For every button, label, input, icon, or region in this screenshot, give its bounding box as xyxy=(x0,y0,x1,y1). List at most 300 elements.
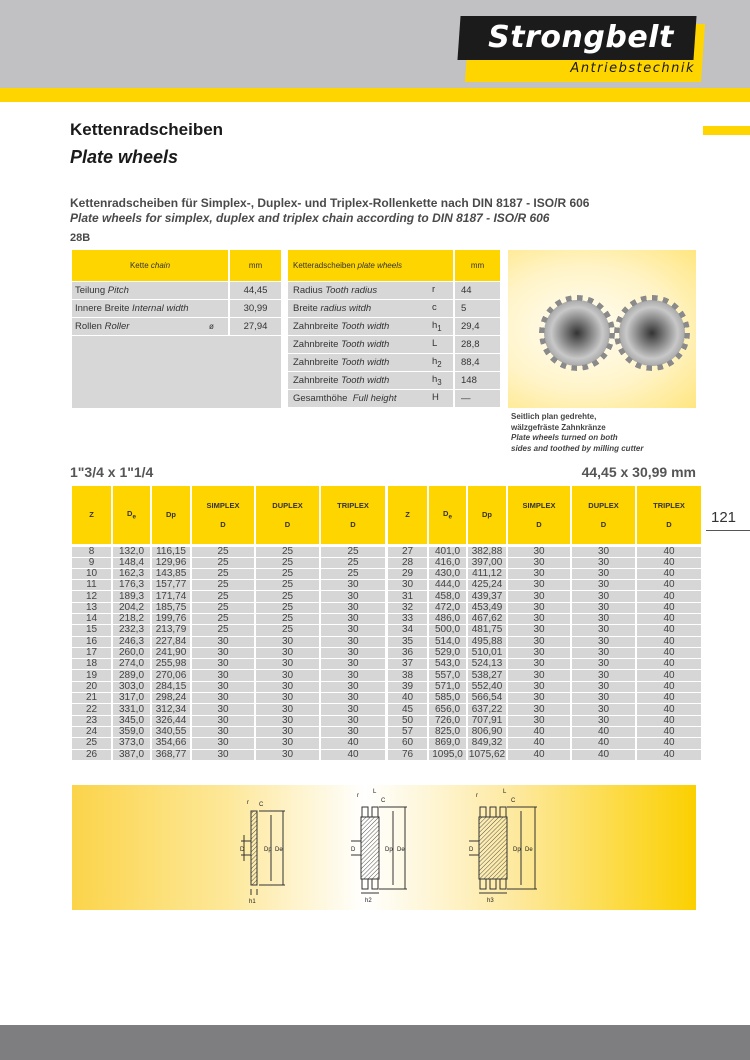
cell-simplex-d: 30 xyxy=(507,647,571,658)
cell-triplex-d: 40 xyxy=(636,738,701,749)
table-row xyxy=(388,625,701,636)
cell-simplex-d: 30 xyxy=(507,659,571,670)
cell-de: 274,0 xyxy=(112,659,151,670)
svg-text:De: De xyxy=(275,847,283,853)
cell-de: 387,0 xyxy=(112,749,151,760)
cell-simplex-d: 25 xyxy=(191,568,255,579)
svg-text:h1: h1 xyxy=(249,899,256,905)
dimensions-table-left xyxy=(72,486,385,760)
cell-dp: 143,85 xyxy=(151,568,191,579)
cell-simplex-d: 30 xyxy=(507,693,571,704)
cell-z: 33 xyxy=(388,613,428,624)
cell-duplex-d: 25 xyxy=(255,557,320,568)
cell-dp: 397,00 xyxy=(467,557,507,568)
cell-duplex-d: 30 xyxy=(255,647,320,658)
cell-de: 486,0 xyxy=(428,613,467,624)
cell-duplex-d: 25 xyxy=(255,613,320,624)
page-title-english: Plate wheels xyxy=(70,147,179,167)
cell-duplex-d: 30 xyxy=(255,659,320,670)
cell-triplex-d: 40 xyxy=(636,545,701,557)
cell-duplex-d: 30 xyxy=(571,625,636,636)
cell-dp: 453,49 xyxy=(467,602,507,613)
cell-simplex-d: 30 xyxy=(191,715,255,726)
cell-dp: 552,40 xyxy=(467,681,507,692)
wheel-unit-header: mm xyxy=(454,250,500,281)
cell-de: 232,3 xyxy=(112,625,151,636)
photo-caption: Seitlich plan gedrehte, wälzgefräste Zahnkränze Plate wheels turned on both sides and toothed by milling cutter xyxy=(511,412,644,453)
brand-tagline: Antriebstechnik xyxy=(570,61,695,76)
cell-simplex-d: 25 xyxy=(191,613,255,624)
column-de: $D_e$ xyxy=(428,486,467,545)
cell-de: 218,2 xyxy=(112,613,151,624)
page-footer xyxy=(0,1025,750,1060)
table-row xyxy=(288,317,500,335)
cell-dp: 241,90 xyxy=(151,647,191,658)
cell-triplex-d: 30 xyxy=(320,602,385,613)
svg-text:De: De xyxy=(397,847,405,853)
brand-logo xyxy=(455,14,710,84)
cell-dp: 439,37 xyxy=(467,591,507,602)
cell-simplex-d: 30 xyxy=(507,568,571,579)
table-row xyxy=(72,738,385,749)
cell-duplex-d: 30 xyxy=(255,670,320,681)
cell-z: 57 xyxy=(388,726,428,737)
cell-duplex-d: 30 xyxy=(571,659,636,670)
cell-duplex-d: 30 xyxy=(571,670,636,681)
cell-de: 176,3 xyxy=(112,580,151,591)
cell-simplex-d: 30 xyxy=(507,715,571,726)
cell-simplex-d: 30 xyxy=(191,738,255,749)
cell-dp: 411,12 xyxy=(467,568,507,579)
cell-triplex-d: 30 xyxy=(320,625,385,636)
table-row xyxy=(388,568,701,579)
cell-de: 656,0 xyxy=(428,704,467,715)
cell-simplex-d: 25 xyxy=(191,602,255,613)
spec-symbol: c xyxy=(432,299,454,317)
table-row xyxy=(388,557,701,568)
cell-z: 76 xyxy=(388,749,428,760)
cell-duplex-d: 40 xyxy=(571,749,636,760)
table-row xyxy=(388,681,701,692)
page-title: Kettenradscheiben xyxy=(70,120,224,139)
table-filler xyxy=(72,335,281,408)
page-number-rule xyxy=(706,530,750,531)
spec-value: 44,45 xyxy=(229,281,281,299)
spec-symbol xyxy=(209,299,229,317)
cell-triplex-d: 40 xyxy=(636,693,701,704)
cell-de: 500,0 xyxy=(428,625,467,636)
spec-symbol: ø xyxy=(209,317,229,335)
cell-triplex-d: 25 xyxy=(320,545,385,557)
cell-triplex-d: 30 xyxy=(320,704,385,715)
cell-z: 28 xyxy=(388,557,428,568)
table-row xyxy=(288,299,500,317)
cell-de: 1095,0 xyxy=(428,749,467,760)
cell-duplex-d: 30 xyxy=(255,726,320,737)
table-row xyxy=(72,681,385,692)
cell-duplex-d: 30 xyxy=(255,693,320,704)
cell-de: 557,0 xyxy=(428,670,467,681)
cell-triplex-d: 30 xyxy=(320,693,385,704)
spec-value: — xyxy=(454,389,500,407)
column-simplex: SIMPLEX D xyxy=(191,486,255,545)
cell-z: 21 xyxy=(72,693,112,704)
cell-dp: 129,96 xyxy=(151,557,191,568)
cell-z: 19 xyxy=(72,670,112,681)
cell-de: 869,0 xyxy=(428,738,467,749)
cell-triplex-d: 30 xyxy=(320,659,385,670)
cell-z: 29 xyxy=(388,568,428,579)
cell-z: 13 xyxy=(72,602,112,613)
svg-text:Dp: Dp xyxy=(513,847,521,853)
section-tab-marker xyxy=(703,126,750,135)
spec-label: Zahnbreite Tooth width xyxy=(288,335,432,353)
cell-duplex-d: 25 xyxy=(255,545,320,557)
table-row xyxy=(72,693,385,704)
cell-triplex-d: 30 xyxy=(320,591,385,602)
brand-name: Strongbelt xyxy=(488,20,674,55)
cell-triplex-d: 40 xyxy=(320,749,385,760)
chain-header-de: Kette xyxy=(129,260,149,270)
column-z: Z xyxy=(72,486,112,545)
table-row xyxy=(288,371,500,389)
cell-z: 9 xyxy=(72,557,112,568)
chain-table-header xyxy=(72,250,229,281)
cell-de: 444,0 xyxy=(428,580,467,591)
cell-dp: 199,76 xyxy=(151,613,191,624)
svg-text:De: De xyxy=(525,847,533,853)
cell-de: 331,0 xyxy=(112,704,151,715)
cell-de: 204,2 xyxy=(112,602,151,613)
cell-z: 38 xyxy=(388,670,428,681)
wheel-spec-table xyxy=(288,250,500,407)
table-row xyxy=(72,568,385,579)
cell-simplex-d: 40 xyxy=(507,726,571,737)
cell-duplex-d: 25 xyxy=(255,568,320,579)
svg-text:D: D xyxy=(240,847,245,853)
wheel-header-de: Ketteradscheiben xyxy=(293,260,356,270)
spec-value: 27,94 xyxy=(229,317,281,335)
table-row xyxy=(72,545,385,557)
cell-triplex-d: 30 xyxy=(320,580,385,591)
cell-simplex-d: 30 xyxy=(507,625,571,636)
svg-text:L: L xyxy=(373,789,377,795)
table-row xyxy=(72,647,385,658)
cell-z: 18 xyxy=(72,659,112,670)
spec-symbol: $h_1$ xyxy=(432,317,454,335)
cell-dp: 425,24 xyxy=(467,580,507,591)
product-photo xyxy=(508,250,696,408)
spec-value: 5 xyxy=(454,299,500,317)
table-row xyxy=(72,636,385,647)
cell-triplex-d: 40 xyxy=(636,625,701,636)
cell-triplex-d: 25 xyxy=(320,568,385,579)
column-dp: Dp xyxy=(151,486,191,545)
column-z: Z xyxy=(388,486,428,545)
cell-z: 40 xyxy=(388,693,428,704)
cell-simplex-d: 30 xyxy=(191,693,255,704)
spec-label: Innere Breite Internal width xyxy=(72,299,209,317)
spec-symbol: $h_3$ xyxy=(432,371,454,389)
cell-de: 345,0 xyxy=(112,715,151,726)
cell-de: 317,0 xyxy=(112,693,151,704)
cell-triplex-d: 40 xyxy=(636,580,701,591)
cell-triplex-d: 30 xyxy=(320,613,385,624)
cell-z: 26 xyxy=(72,749,112,760)
wheel-header-en: plate wheels xyxy=(357,260,402,270)
cell-duplex-d: 30 xyxy=(255,715,320,726)
cell-de: 430,0 xyxy=(428,568,467,579)
cell-dp: 849,32 xyxy=(467,738,507,749)
svg-text:C: C xyxy=(381,798,386,804)
table-row xyxy=(72,726,385,737)
cell-dp: 157,77 xyxy=(151,580,191,591)
cell-de: 472,0 xyxy=(428,602,467,613)
cell-z: 60 xyxy=(388,738,428,749)
cell-dp: 467,62 xyxy=(467,613,507,624)
table-row xyxy=(288,281,500,299)
cell-duplex-d: 25 xyxy=(255,625,320,636)
cell-z: 16 xyxy=(72,636,112,647)
cell-simplex-d: 30 xyxy=(191,647,255,658)
technical-drawings-band xyxy=(72,785,696,910)
cell-duplex-d: 30 xyxy=(255,636,320,647)
spec-label: Zahnbreite Tooth width xyxy=(288,353,432,371)
cell-dp: 495,88 xyxy=(467,636,507,647)
cell-z: 12 xyxy=(72,591,112,602)
sprocket-image xyxy=(619,300,685,366)
cell-dp: 185,75 xyxy=(151,602,191,613)
page-subtitle-english: Plate wheels for simplex, duplex and triplex chain according to DIN 8187 - ISO/R 606 xyxy=(70,211,550,225)
wheel-table-header xyxy=(288,250,454,281)
cell-de: 260,0 xyxy=(112,647,151,658)
cell-z: 22 xyxy=(72,704,112,715)
spec-label: Gesamthöhe Full height xyxy=(288,389,432,407)
svg-text:h3: h3 xyxy=(487,898,494,904)
table-row xyxy=(72,317,281,335)
table-row xyxy=(388,659,701,670)
cell-triplex-d: 40 xyxy=(636,749,701,760)
cell-simplex-d: 30 xyxy=(507,704,571,715)
cell-z: 31 xyxy=(388,591,428,602)
cell-z: 10 xyxy=(72,568,112,579)
chain-header-en: chain xyxy=(150,260,171,270)
cell-duplex-d: 30 xyxy=(571,591,636,602)
spec-symbol: $h_2$ xyxy=(432,353,454,371)
cell-dp: 481,75 xyxy=(467,625,507,636)
cell-duplex-d: 30 xyxy=(571,693,636,704)
table-row xyxy=(72,704,385,715)
cell-dp: 298,24 xyxy=(151,693,191,704)
cell-simplex-d: 30 xyxy=(191,749,255,760)
cell-dp: 524,13 xyxy=(467,659,507,670)
page-number: 121 xyxy=(711,509,737,526)
cell-triplex-d: 40 xyxy=(636,636,701,647)
cell-duplex-d: 30 xyxy=(255,738,320,749)
cell-simplex-d: 30 xyxy=(507,681,571,692)
spec-label: Teilung Pitch xyxy=(72,281,209,299)
spec-value: 29,4 xyxy=(454,317,500,335)
cell-triplex-d: 40 xyxy=(320,738,385,749)
cell-de: 246,3 xyxy=(112,636,151,647)
spec-symbol xyxy=(209,281,229,299)
cell-z: 50 xyxy=(388,715,428,726)
spec-value: 44 xyxy=(454,281,500,299)
cell-duplex-d: 40 xyxy=(571,726,636,737)
column-dp: Dp xyxy=(467,486,507,545)
cell-triplex-d: 40 xyxy=(636,670,701,681)
svg-text:r: r xyxy=(247,800,249,806)
cell-triplex-d: 30 xyxy=(320,647,385,658)
cell-duplex-d: 25 xyxy=(255,591,320,602)
svg-text:L: L xyxy=(503,789,507,795)
cell-de: 303,0 xyxy=(112,681,151,692)
cell-dp: 312,34 xyxy=(151,704,191,715)
cell-z: 35 xyxy=(388,636,428,647)
table-row xyxy=(72,749,385,760)
spec-label: Zahnbreite Tooth width xyxy=(288,371,432,389)
cell-simplex-d: 25 xyxy=(191,545,255,557)
cell-simplex-d: 30 xyxy=(507,670,571,681)
cell-simplex-d: 30 xyxy=(507,591,571,602)
cell-z: 8 xyxy=(72,545,112,557)
cell-de: 162,3 xyxy=(112,568,151,579)
cell-duplex-d: 30 xyxy=(571,613,636,624)
sprocket-image xyxy=(544,300,610,366)
cell-triplex-d: 40 xyxy=(636,659,701,670)
cell-duplex-d: 30 xyxy=(571,557,636,568)
cell-duplex-d: 30 xyxy=(255,681,320,692)
svg-text:r: r xyxy=(357,793,359,799)
cell-duplex-d: 25 xyxy=(255,602,320,613)
table-row xyxy=(288,389,500,407)
cell-duplex-d: 30 xyxy=(571,580,636,591)
cell-z: 30 xyxy=(388,580,428,591)
cell-de: 416,0 xyxy=(428,557,467,568)
cell-simplex-d: 30 xyxy=(507,602,571,613)
cell-simplex-d: 30 xyxy=(507,636,571,647)
cell-z: 17 xyxy=(72,647,112,658)
chain-spec-table xyxy=(72,250,281,408)
svg-text:C: C xyxy=(259,802,264,808)
table-row xyxy=(388,545,701,557)
table-row xyxy=(72,659,385,670)
spec-symbol: L xyxy=(432,335,454,353)
svg-text:C: C xyxy=(511,798,516,804)
cell-z: 27 xyxy=(388,545,428,557)
table-row xyxy=(388,591,701,602)
cell-dp: 382,88 xyxy=(467,545,507,557)
cell-simplex-d: 40 xyxy=(507,738,571,749)
cell-z: 20 xyxy=(72,681,112,692)
cell-de: 543,0 xyxy=(428,659,467,670)
spec-label: Zahnbreite Tooth width xyxy=(288,317,432,335)
cell-duplex-d: 30 xyxy=(571,568,636,579)
cell-de: 825,0 xyxy=(428,726,467,737)
table-row xyxy=(72,670,385,681)
table-row xyxy=(388,602,701,613)
cell-de: 189,3 xyxy=(112,591,151,602)
cell-dp: 707,91 xyxy=(467,715,507,726)
spec-label: Rollen Roller xyxy=(72,317,209,335)
cell-simplex-d: 30 xyxy=(507,545,571,557)
table-row xyxy=(288,353,500,371)
cell-z: 14 xyxy=(72,613,112,624)
chain-code: 28B xyxy=(70,232,91,244)
spec-label: Breite radius witdh xyxy=(288,299,432,317)
table-row xyxy=(72,580,385,591)
svg-text:r: r xyxy=(476,793,478,799)
cell-de: 132,0 xyxy=(112,545,151,557)
cell-simplex-d: 30 xyxy=(191,704,255,715)
spec-value: 148 xyxy=(454,371,500,389)
cell-dp: 1075,62 xyxy=(468,748,506,760)
cell-triplex-d: 40 xyxy=(636,557,701,568)
svg-text:Dp: Dp xyxy=(385,847,393,853)
table-row xyxy=(388,726,701,737)
cell-duplex-d: 25 xyxy=(255,580,320,591)
spec-value: 28,8 xyxy=(454,335,500,353)
cell-triplex-d: 40 xyxy=(636,715,701,726)
cell-dp: 255,98 xyxy=(151,659,191,670)
cell-dp: 510,01 xyxy=(467,647,507,658)
column-de: $D_e$ xyxy=(112,486,151,545)
cell-z: 15 xyxy=(72,625,112,636)
spec-symbol: H xyxy=(432,389,454,407)
table-row xyxy=(72,613,385,624)
cell-triplex-d: 40 xyxy=(636,704,701,715)
header-stripe xyxy=(0,88,750,102)
cell-triplex-d: 30 xyxy=(320,681,385,692)
table-row xyxy=(72,591,385,602)
cell-dp: 566,54 xyxy=(467,693,507,704)
chain-size-inch: 1"3/4 x 1"1/4 xyxy=(70,464,154,480)
cell-simplex-d: 30 xyxy=(191,636,255,647)
cell-z: 32 xyxy=(388,602,428,613)
svg-text:D: D xyxy=(351,847,356,853)
cell-duplex-d: 30 xyxy=(571,602,636,613)
spec-value: 88,4 xyxy=(454,353,500,371)
cell-de: 726,0 xyxy=(428,715,467,726)
table-row xyxy=(388,749,701,760)
cell-triplex-d: 30 xyxy=(320,715,385,726)
cell-dp: 270,06 xyxy=(151,670,191,681)
chain-unit-header: mm xyxy=(229,250,281,281)
cell-duplex-d: 40 xyxy=(571,738,636,749)
simplex-diagram xyxy=(237,785,297,910)
cell-simplex-d: 30 xyxy=(191,670,255,681)
cell-de: 585,0 xyxy=(428,693,467,704)
cell-de: 514,0 xyxy=(428,636,467,647)
cell-z: 34 xyxy=(388,625,428,636)
cell-simplex-d: 25 xyxy=(191,580,255,591)
cell-dp: 637,22 xyxy=(467,704,507,715)
cell-triplex-d: 40 xyxy=(636,681,701,692)
table-row xyxy=(72,625,385,636)
table-row xyxy=(72,715,385,726)
table-row xyxy=(388,580,701,591)
svg-text:Dp: Dp xyxy=(264,847,272,853)
cell-de: 289,0 xyxy=(112,670,151,681)
cell-triplex-d: 40 xyxy=(636,568,701,579)
table-row xyxy=(388,670,701,681)
dimensions-table-right xyxy=(388,486,701,760)
cell-simplex-d: 30 xyxy=(507,580,571,591)
cell-simplex-d: 30 xyxy=(507,613,571,624)
cell-z: 11 xyxy=(72,580,112,591)
cell-de: 359,0 xyxy=(112,726,151,737)
cell-dp: 227,84 xyxy=(151,636,191,647)
